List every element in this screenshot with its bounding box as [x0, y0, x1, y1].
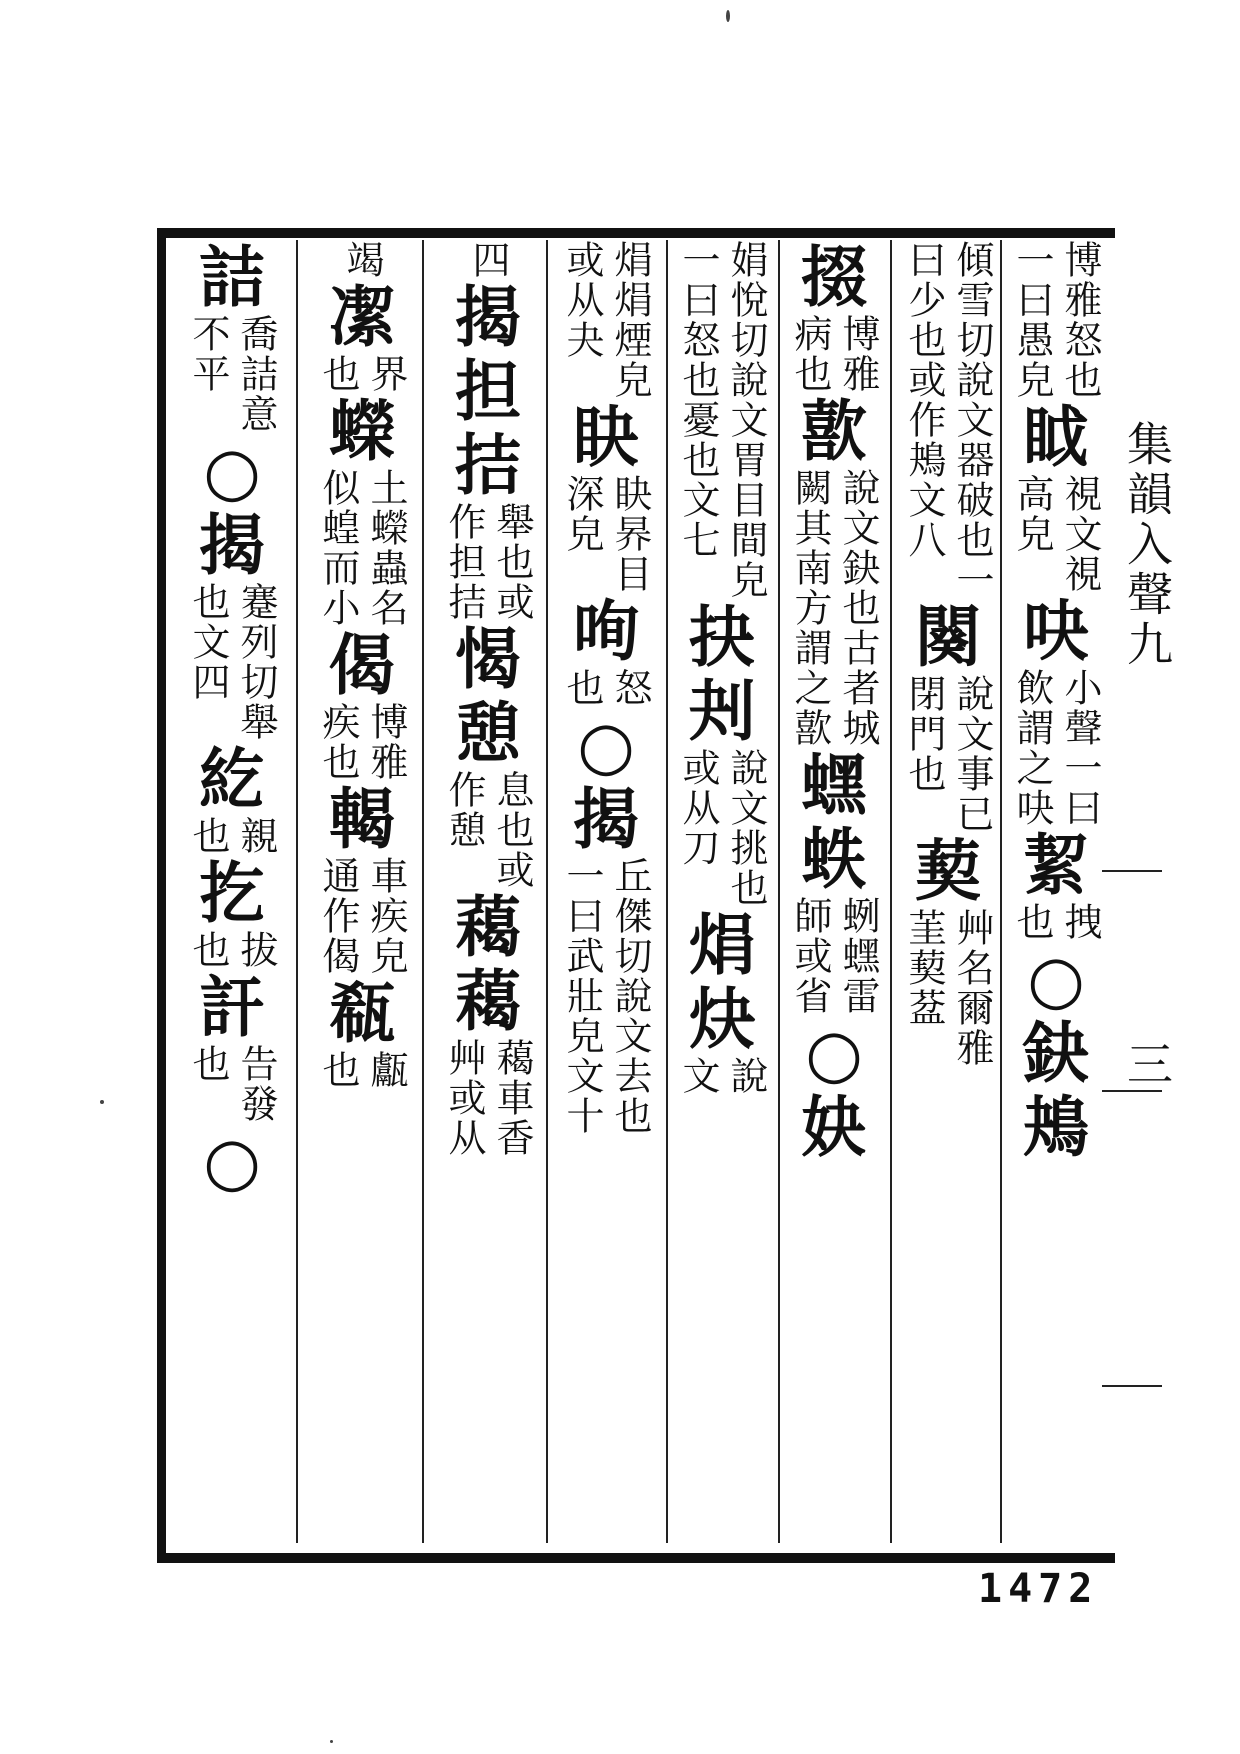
- headword: [329, 782, 395, 856]
- headword: [1023, 400, 1089, 474]
- gloss-note: [675, 748, 769, 908]
- headword-glyph: 偈: [329, 626, 395, 704]
- scan-speck: [330, 1740, 333, 1743]
- gloss-line: 界: [364, 354, 408, 394]
- headword: [915, 834, 981, 908]
- headword-glyph: 葜: [915, 832, 981, 910]
- gloss-line: 小聲一曰: [1058, 668, 1102, 828]
- sidebar-tick: [1102, 1385, 1162, 1387]
- gloss-note: [559, 668, 653, 708]
- gloss-line: 說文鈌也古者城: [836, 468, 880, 748]
- gloss-line: 闕其南方謂之歖: [788, 468, 832, 748]
- running-title: 集韻入聲九: [1120, 420, 1174, 670]
- text-column: [440, 240, 536, 1540]
- headword: [689, 600, 755, 748]
- gloss-note: [441, 1038, 535, 1158]
- gloss-line: 蹇列切舉: [234, 582, 278, 742]
- sidebar-tick: [1102, 870, 1162, 872]
- gloss-line: 博雅怒也: [1058, 240, 1102, 400]
- gloss-line: 舉也或: [490, 502, 534, 622]
- text-column: [674, 240, 770, 1540]
- gloss-line: 車疾皃: [364, 856, 408, 976]
- headword-glyph: 歖: [801, 392, 867, 470]
- headword: [1023, 828, 1089, 902]
- headword: [1023, 942, 1089, 1164]
- gloss-line: 說: [724, 1056, 768, 1096]
- gloss-line: 告發: [234, 1044, 278, 1124]
- headword-glyph: 抉: [689, 598, 755, 676]
- headword-glyph: 輵: [329, 780, 395, 858]
- headword: [199, 742, 265, 816]
- gloss-line: 息也或: [490, 770, 534, 890]
- gloss-line: 或从刀: [676, 748, 720, 868]
- headword: [329, 628, 395, 702]
- gloss-note: [315, 1050, 409, 1090]
- gloss-line: 也: [186, 930, 230, 970]
- gloss-line: 說文事已: [950, 674, 994, 834]
- scan-speck: [726, 10, 730, 22]
- gloss-note: [185, 314, 279, 434]
- gloss-note: [315, 856, 409, 976]
- headword-glyph: 㓗: [329, 278, 395, 356]
- gloss-note: [339, 240, 385, 280]
- gloss-note: [315, 354, 409, 394]
- gloss-note: [185, 1044, 279, 1124]
- headword: [801, 1016, 867, 1164]
- headword-glyph: 絜: [1023, 826, 1089, 904]
- headword-glyph: 蛈: [801, 820, 867, 898]
- gloss-note: [185, 816, 279, 856]
- headword: [801, 394, 867, 468]
- headword-glyph: 詰: [199, 238, 265, 316]
- gloss-note: [901, 674, 995, 834]
- headword-glyph: 闋: [915, 598, 981, 676]
- gloss-note: [901, 240, 995, 600]
- column-rule: [422, 240, 424, 1543]
- headword-glyph: ○: [203, 1122, 261, 1200]
- column-rule: [546, 240, 548, 1543]
- headword: [801, 748, 867, 896]
- headword-glyph: 炔: [689, 980, 755, 1058]
- gloss-line: 似蝗而小: [316, 468, 360, 628]
- gloss-line: 傾雪切說文器破也一: [950, 240, 994, 600]
- gloss-line: 高皃: [1010, 474, 1054, 554]
- gloss-note: [465, 240, 511, 280]
- gloss-note: [787, 896, 881, 1016]
- headword-glyph: 瓻: [329, 974, 395, 1052]
- gloss-note: [1009, 902, 1103, 942]
- headword: [455, 622, 521, 770]
- headword-glyph: 鴂: [1023, 1088, 1089, 1166]
- scan-speck: [100, 1100, 104, 1104]
- gloss-line: 竭: [340, 240, 384, 280]
- text-column: [900, 240, 996, 1540]
- gloss-note: [1009, 240, 1103, 400]
- headword-glyph: 拮: [455, 426, 521, 504]
- gloss-line: 也: [316, 1050, 360, 1090]
- running-sidebar: [1108, 420, 1174, 1500]
- gloss-line: 博雅: [364, 702, 408, 782]
- gloss-note: [441, 502, 535, 622]
- gloss-line: 博雅: [836, 314, 880, 394]
- headword-glyph: ○: [577, 706, 635, 784]
- text-column: [314, 240, 410, 1540]
- headword-glyph: 焆: [689, 906, 755, 984]
- gloss-note: [787, 468, 881, 748]
- gloss-line: 也: [1010, 902, 1054, 942]
- gloss-line: 親: [234, 816, 278, 856]
- headword-glyph: 眓: [1023, 398, 1089, 476]
- gloss-line: 甗: [364, 1050, 408, 1090]
- headword-glyph: 吷: [1023, 592, 1089, 670]
- headword-glyph: 蟔: [801, 746, 867, 824]
- gloss-line: 怒: [608, 668, 652, 708]
- headword-glyph: 愒: [455, 620, 521, 698]
- column-rule: [666, 240, 668, 1543]
- gloss-line: 曰少也或作鴂文八: [902, 240, 946, 560]
- text-column: [786, 240, 882, 1540]
- gloss-note: [185, 930, 279, 970]
- gloss-line: 閉門也: [902, 674, 946, 794]
- gloss-note: [441, 770, 535, 890]
- headword: [1023, 594, 1089, 668]
- gloss-line: 疾也: [316, 702, 360, 782]
- text-column: [558, 240, 654, 1540]
- headword-glyph: 蠑: [329, 392, 395, 470]
- headword-glyph: 揭: [199, 506, 265, 584]
- gloss-line: 娟悅切說文胃目間皃: [724, 240, 768, 600]
- gloss-line: 一曰怒也憂也文七: [676, 240, 720, 560]
- gloss-note: [315, 468, 409, 628]
- headword: [203, 1124, 261, 1198]
- text-column: [1008, 240, 1104, 1540]
- headword: [801, 240, 867, 314]
- headword-glyph: 咰: [573, 592, 639, 670]
- gloss-line: 也文四: [186, 582, 230, 702]
- headword-glyph: 揭: [455, 278, 521, 356]
- gloss-line: 茥葜葐: [902, 908, 946, 1028]
- gloss-line: 䀗昦目: [608, 474, 652, 594]
- gloss-line: 文: [676, 1056, 720, 1096]
- headword: [199, 240, 265, 314]
- headword: [199, 970, 265, 1044]
- headword-glyph: 担: [455, 352, 521, 430]
- gloss-line: 也: [560, 668, 604, 708]
- text-column: [184, 240, 280, 1540]
- gloss-note: [675, 1056, 769, 1096]
- sidebar-tick: [1102, 1090, 1162, 1092]
- gloss-line: 視文視: [1058, 474, 1102, 594]
- gloss-note: [185, 582, 279, 742]
- gloss-line: 丘傑切說文去也: [608, 856, 652, 1136]
- headword-glyph: ○: [203, 432, 261, 510]
- gloss-line: 拔: [234, 930, 278, 970]
- gloss-line: 不平: [186, 314, 230, 394]
- column-rule: [890, 240, 892, 1543]
- headword: [455, 280, 521, 502]
- headword: [199, 856, 265, 930]
- gloss-line: 蛚蟔雷: [836, 896, 880, 1016]
- gloss-line: 艸名爾雅: [950, 908, 994, 1068]
- headword: [689, 908, 755, 1056]
- gloss-line: 深皃: [560, 474, 604, 554]
- headword: [573, 400, 639, 474]
- headword-glyph: 刔: [689, 672, 755, 750]
- gloss-line: 作担拮: [442, 502, 486, 622]
- gloss-line: 四: [466, 240, 510, 280]
- headword: [329, 394, 395, 468]
- gloss-note: [315, 702, 409, 782]
- gloss-line: 也: [186, 1044, 230, 1084]
- headword-glyph: ○: [1027, 940, 1085, 1018]
- headword: [329, 280, 395, 354]
- headword: [455, 890, 521, 1038]
- column-rule: [778, 240, 780, 1543]
- headword: [573, 594, 639, 668]
- headword: [329, 976, 395, 1050]
- headword-glyph: 訐: [199, 968, 265, 1046]
- gloss-note: [559, 474, 653, 594]
- headword-glyph: 藒: [455, 962, 521, 1040]
- gloss-line: 飲謂之吷: [1010, 668, 1054, 828]
- gloss-line: 一曰愚皃: [1010, 240, 1054, 400]
- gloss-line: 說文挑也: [724, 748, 768, 908]
- gloss-line: 病也: [788, 314, 832, 394]
- gloss-note: [901, 908, 995, 1068]
- headword-glyph: ○: [805, 1014, 863, 1092]
- gloss-line: 作憩: [442, 770, 486, 850]
- headword: [915, 600, 981, 674]
- gloss-line: 艸或从: [442, 1038, 486, 1158]
- gloss-line: 也: [186, 816, 230, 856]
- headword-glyph: 紇: [199, 740, 265, 818]
- gloss-line: 土蠑蟲名: [364, 468, 408, 628]
- gloss-note: [1009, 474, 1103, 594]
- gloss-line: 喬詰意: [234, 314, 278, 434]
- gloss-note: [675, 240, 769, 600]
- gloss-line: 藒車香: [490, 1038, 534, 1158]
- headword-glyph: 藒: [455, 888, 521, 966]
- page-number: 1472: [978, 1566, 1099, 1612]
- gloss-line: 也: [316, 354, 360, 394]
- headword-glyph: 鈌: [1023, 1014, 1089, 1092]
- headword: [199, 434, 265, 582]
- gloss-line: 通作偈: [316, 856, 360, 976]
- gloss-note: [787, 314, 881, 394]
- gloss-line: 或从夬: [560, 240, 604, 360]
- headword-glyph: 憩: [455, 694, 521, 772]
- gloss-line: 師或省: [788, 896, 832, 1016]
- column-rule: [1000, 240, 1002, 1543]
- gloss-note: [559, 856, 653, 1136]
- headword-glyph: 掇: [801, 238, 867, 316]
- headword-glyph: 扢: [199, 854, 265, 932]
- headword-glyph: 妜: [801, 1088, 867, 1166]
- gloss-note: [559, 240, 653, 400]
- headword-glyph: 䀗: [573, 398, 639, 476]
- gloss-note: [1009, 668, 1103, 828]
- gloss-line: 一曰武壯皃文十: [560, 856, 604, 1136]
- headword-glyph: 揭: [573, 780, 639, 858]
- column-rule: [296, 240, 298, 1543]
- headword: [573, 708, 639, 856]
- gloss-line: 焆焆煙皃: [608, 240, 652, 400]
- gloss-line: 拽: [1058, 902, 1102, 942]
- fold-mark: 三: [1120, 1040, 1174, 1086]
